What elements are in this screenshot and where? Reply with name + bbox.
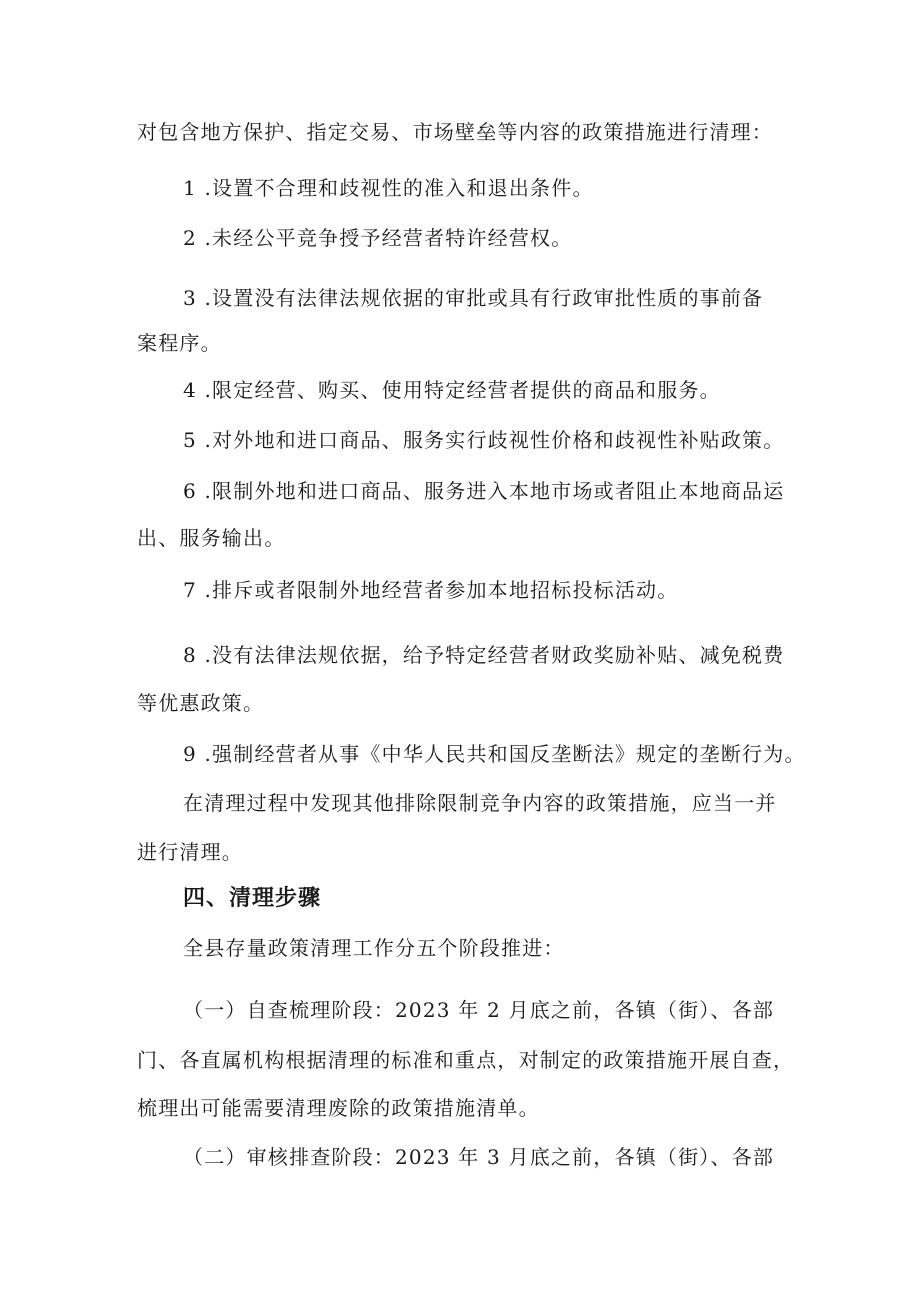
- list-item-1: 1 .设置不合理和歧视性的准入和退出条件。: [183, 176, 594, 200]
- list-item-3-line-1: 3 .设置没有法律法规依据的审批或具有行政审批性质的事前备: [183, 286, 764, 310]
- list-item-9: 9 .强制经营者从事《中华人民共和国反垄断法》规定的垄断行为。: [183, 742, 806, 766]
- stage-1-line-2: 门、各直属机构根据清理的标准和重点，对制定的政策措施开展自查，: [137, 1048, 795, 1072]
- list-item-6-line-2: 出、服务输出。: [137, 526, 286, 550]
- paragraph-other-line-1: 在清理过程中发现其他排除限制竞争内容的政策措施，应当一并: [183, 791, 777, 815]
- paragraph-other-line-2: 进行清理。: [137, 840, 243, 864]
- list-item-3-line-2: 案程序。: [137, 331, 222, 355]
- list-item-2: 2 .未经公平竞争授予经营者特许经营权。: [183, 226, 573, 250]
- stage-2-line-1: （二）审核排查阶段：2023 年 3 月底之前，各镇（街）、各部: [183, 1145, 775, 1169]
- list-item-7: 7 .排斥或者限制外地经营者参加本地招标投标活动。: [183, 578, 679, 602]
- list-item-8-line-1: 8 .没有法律法规依据，给予特定经营者财政奖励补贴、减免税费: [183, 643, 785, 667]
- stage-1-line-1: （一）自查梳理阶段：2023 年 2 月底之前，各镇（街）、各部: [183, 998, 775, 1022]
- list-item-6-line-1: 6 .限制外地和进口商品、服务进入本地市场或者阻止本地商品运: [183, 479, 785, 503]
- list-item-4: 4 .限定经营、购买、使用特定经营者提供的商品和服务。: [183, 378, 721, 402]
- stage-1-line-3: 梳理出可能需要清理废除的政策措施清单。: [137, 1096, 540, 1120]
- list-item-8-line-2: 等优惠政策。: [137, 691, 265, 715]
- paragraph-stages-intro: 全县存量政策清理工作分五个阶段推进：: [183, 936, 565, 960]
- section-heading: 四、清理步骤: [183, 886, 322, 911]
- list-item-5: 5 .对外地和进口商品、服务实行歧视性价格和歧视性补贴政策。: [183, 428, 785, 452]
- paragraph-intro-line: 对包含地方保护、指定交易、市场壁垒等内容的政策措施进行清理：: [137, 120, 773, 144]
